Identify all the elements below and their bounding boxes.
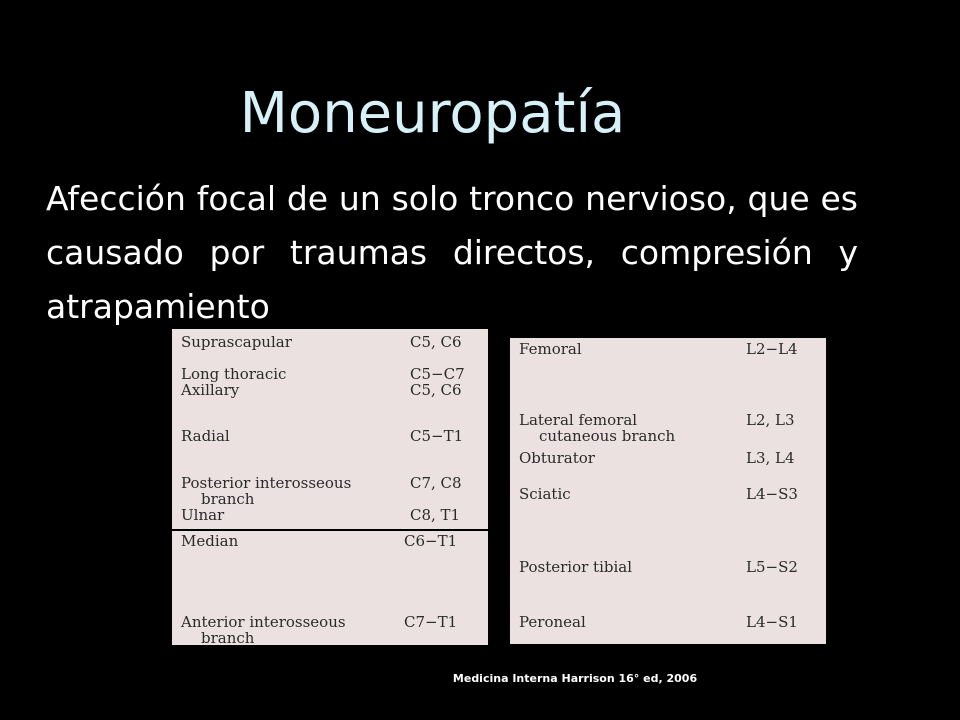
nerve-name: Posterior tibial <box>519 558 633 576</box>
table-row-nerve <box>181 533 238 549</box>
nerve-name: Peroneal <box>519 613 586 631</box>
table-row-nerve <box>519 450 595 466</box>
table-row-roots: C7, C8 <box>410 474 462 492</box>
table-row-nerve <box>181 507 224 523</box>
table-row-nerve <box>519 486 571 502</box>
slide-title: Moneuropatía <box>239 81 626 146</box>
table-row-roots: L4−S1 <box>746 613 798 631</box>
table-row-nerve <box>181 614 346 646</box>
table-row-nerve <box>181 428 230 444</box>
table-row-nerve <box>181 366 286 382</box>
table-row-nerve <box>181 475 351 507</box>
nerve-name: Suprascapular <box>181 333 292 351</box>
nerve-name: Radial <box>181 427 230 445</box>
nerve-name: Sciatic <box>519 485 571 503</box>
table-row-roots: L3, L4 <box>746 449 795 467</box>
table-row-roots: C5, C6 <box>410 381 462 399</box>
slide-body-text: Afección focal de un solo tronco nervioso, que es causado por traumas directos, compresión y atrapamiento <box>46 179 858 326</box>
table-row-roots: L2, L3 <box>746 411 795 429</box>
table-row-roots: C6−T1 <box>404 532 458 550</box>
nerve-name: Obturator <box>519 449 595 467</box>
table-divider <box>172 529 488 531</box>
nerve-name: Median <box>181 532 239 550</box>
table-row-roots: C5−C7 <box>410 365 465 383</box>
nerve-name-continued: cutaneous branch <box>539 427 676 445</box>
nerve-name-continued: branch <box>201 490 255 508</box>
table-row-nerve <box>519 559 632 575</box>
nerve-name: Axillary <box>181 381 240 399</box>
nerve-name: Ulnar <box>181 506 225 524</box>
table-row-nerve <box>519 614 586 630</box>
nerve-name: Posterior interosseous <box>181 474 352 492</box>
table-row-nerve <box>181 334 292 350</box>
table-row-roots: C8, T1 <box>410 506 461 524</box>
nerve-name: Long thoracic <box>181 365 287 383</box>
nerve-name: Lateral femoral <box>519 411 638 429</box>
table-row-roots: C5, C6 <box>410 333 462 351</box>
table-row-roots: C7−T1 <box>404 613 458 631</box>
table-row-roots: L2−L4 <box>746 340 798 358</box>
nerve-name: Anterior interosseous <box>181 613 346 631</box>
nerve-name-continued: branch <box>201 629 255 647</box>
table-row-roots: C5−T1 <box>410 427 464 445</box>
table-row-roots: L4−S3 <box>746 485 798 503</box>
table-row-nerve <box>519 412 675 444</box>
nerve-name: Femoral <box>519 340 582 358</box>
source-citation: Medicina Interna Harrison 16° ed, 2006 <box>452 672 698 685</box>
table-row-nerve <box>519 341 582 357</box>
table-row-nerve <box>181 382 239 398</box>
table-row-roots: L5−S2 <box>746 558 798 576</box>
